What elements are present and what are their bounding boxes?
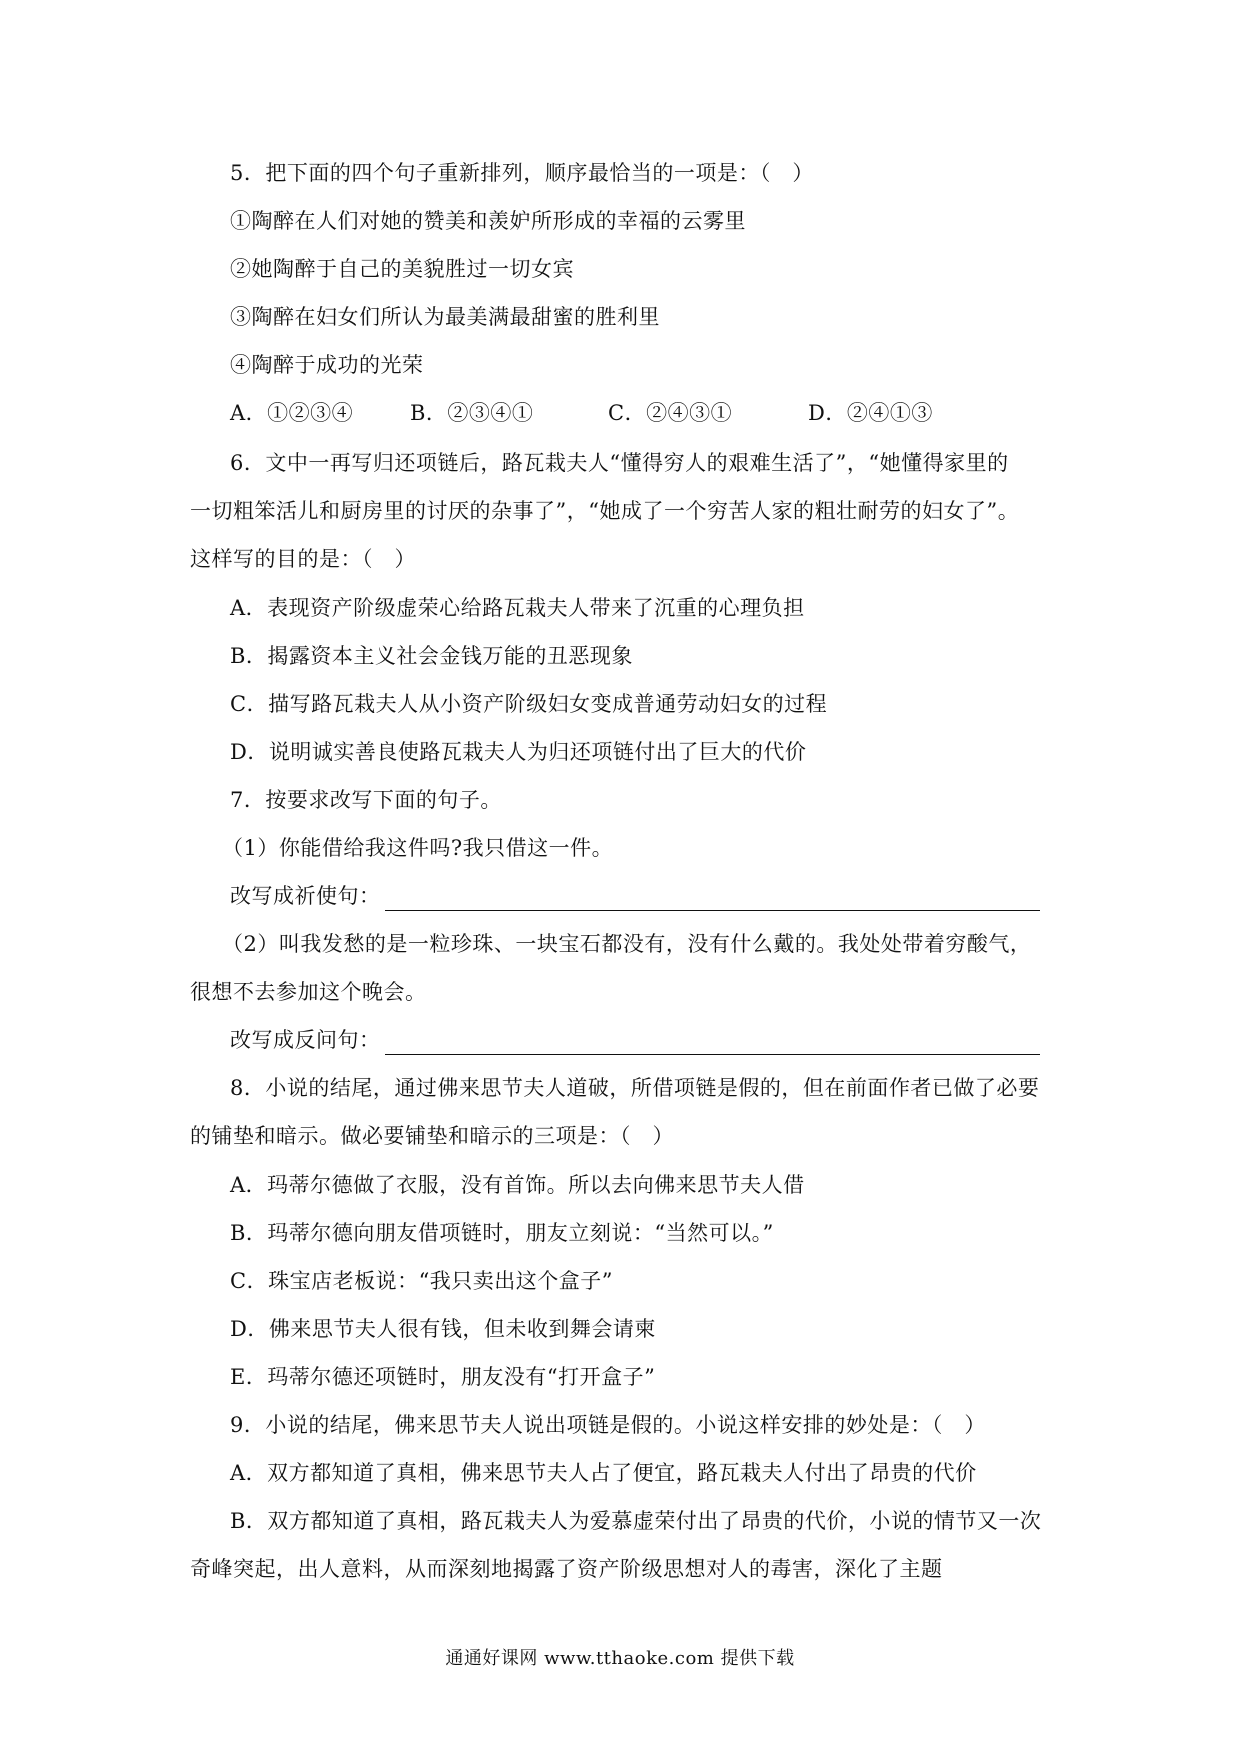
- q5-option-d: D．②④①③: [808, 401, 933, 425]
- q5-options: [230, 398, 990, 428]
- q7-part1-answer: [230, 881, 1040, 911]
- q7-stem: 7．按要求改写下面的句子。: [230, 788, 502, 812]
- q7-part2-line-1: （2）叫我发愁的是一粒珍珠、一块宝石都没有，没有什么戴的。我处处带着穷酸气，: [222, 932, 1032, 956]
- q6-option-a: A．表现资产阶级虚荣心给路瓦栽夫人带来了沉重的心理负担: [230, 596, 805, 620]
- q7-part2-line-2: 很想不去参加这个晚会。: [190, 980, 427, 1004]
- q7-part1-answer-blank[interactable]: [385, 890, 1040, 911]
- q8-stem-line-1: 8．小说的结尾，通过佛来思节夫人道破，所借项链是假的，但在前面作者已做了必要: [230, 1076, 1040, 1100]
- q5-sentence-3: ③陶醉在妇女们所认为最美满最甜蜜的胜利里: [230, 305, 660, 329]
- q8-option-d: D．佛来思节夫人很有钱，但未收到舞会请柬: [230, 1317, 656, 1341]
- q5-option-a: A．①②③④: [230, 401, 354, 425]
- q7-part2-answer-blank[interactable]: [385, 1034, 1040, 1055]
- q5-option-c: C．②④③①: [608, 401, 733, 425]
- page-footer: 通通好课网 www.tthaoke.com 提供下载: [445, 1648, 795, 1669]
- q6-option-d: D．说明诚实善良使路瓦栽夫人为归还项链付出了巨大的代价: [230, 740, 807, 764]
- q8-option-c: C．珠宝店老板说：“我只卖出这个盒子”: [230, 1269, 614, 1293]
- q8-option-e: E．玛蒂尔德还项链时，朋友没有“打开盒子”: [230, 1365, 656, 1389]
- q8-stem-line-2: 的铺垫和暗示。做必要铺垫和暗示的三项是：（ ）: [190, 1124, 674, 1148]
- q6-stem-line-3: 这样写的目的是：（ ）: [190, 547, 416, 571]
- q8-option-b: B．玛蒂尔德向朋友借项链时，朋友立刻说：“当然可以。”: [230, 1221, 774, 1245]
- q7-part1-prompt: 改写成祈使句：: [230, 884, 381, 908]
- q8-option-a: A．玛蒂尔德做了衣服，没有首饰。所以去向佛来思节夫人借: [230, 1173, 805, 1197]
- q5-sentence-4: ④陶醉于成功的光荣: [230, 353, 424, 377]
- q7-part2-answer: [230, 1025, 1040, 1055]
- q9-option-a: A．双方都知道了真相，佛来思节夫人占了便宜，路瓦栽夫人付出了昂贵的代价: [230, 1461, 977, 1485]
- q5-sentence-1: ①陶醉在人们对她的赞美和羡妒所形成的幸福的云雾里: [230, 209, 746, 233]
- q9-option-b-line-2: 奇峰突起，出人意料，从而深刻地揭露了资产阶级思想对人的毒害，深化了主题: [190, 1557, 943, 1581]
- q9-option-b-line-1: B．双方都知道了真相，路瓦栽夫人为爱慕虚荣付出了昂贵的代价，小说的情节又一次: [230, 1509, 1042, 1533]
- q6-stem-line-2: 一切粗笨活儿和厨房里的讨厌的杂事了”，“她成了一个穷苦人家的粗壮耐劳的妇女了”。: [190, 499, 1020, 523]
- q5-stem: 5．把下面的四个句子重新排列，顺序最恰当的一项是：（ ）: [230, 161, 814, 185]
- q7-part2-prompt: 改写成反问句：: [230, 1028, 381, 1052]
- q7-part1: （1）你能借给我这件吗?我只借这一件。: [222, 836, 614, 860]
- q6-option-b: B．揭露资本主义社会金钱万能的丑恶现象: [230, 644, 633, 668]
- q9-stem: 9．小说的结尾，佛来思节夫人说出项链是假的。小说这样安排的妙处是：（ ）: [230, 1413, 986, 1437]
- q5-option-b: B．②③④①: [410, 401, 534, 425]
- q5-sentence-2: ②她陶醉于自己的美貌胜过一切女宾: [230, 257, 574, 281]
- q6-stem-line-1: 6．文中一再写归还项链后，路瓦栽夫人“懂得穷人的艰难生活了”，“她懂得家里的: [230, 451, 1009, 475]
- q6-option-c: C．描写路瓦栽夫人从小资产阶级妇女变成普通劳动妇女的过程: [230, 692, 828, 716]
